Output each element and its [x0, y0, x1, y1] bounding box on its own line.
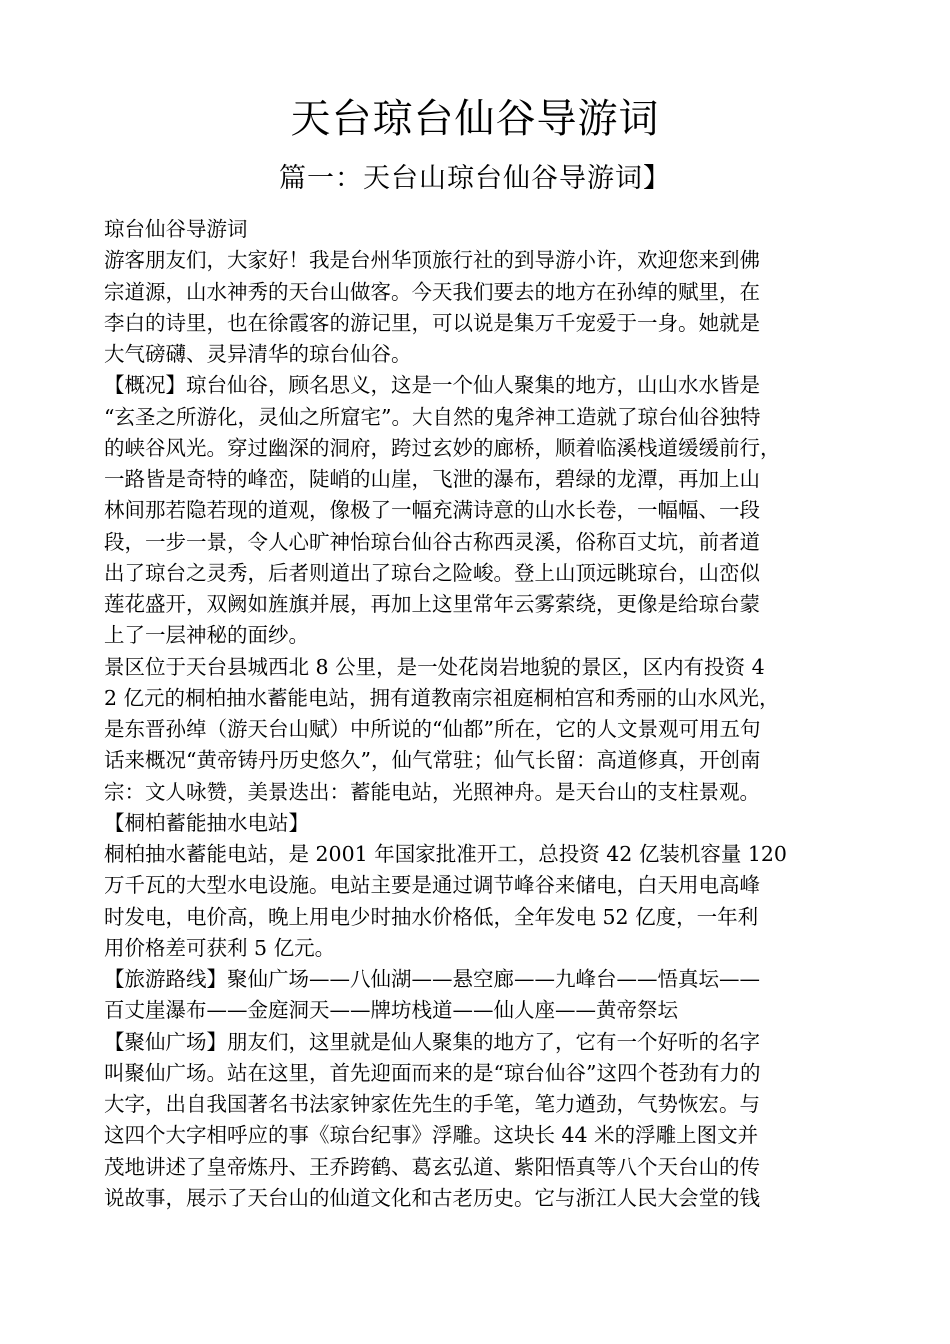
- body-line: 万千瓦的大型水电设施。电站主要是通过调节峰谷来储电，白天用电高峰: [104, 873, 760, 898]
- body-line: 叫聚仙广场。站在这里，首先迎面而来的是“琼台仙谷”这四个苍劲有力的: [104, 1060, 761, 1085]
- body-line: “玄圣之所游化，灵仙之所窟宅”。大自然的鬼斧神工造就了琼台仙谷独特: [104, 404, 761, 429]
- body-line: 这四个大字相呼应的事《琼台纪事》浮雕。这块长 44 米的浮雕上图文并: [104, 1123, 759, 1148]
- body-line: 时发电，电价高，晚上用电少时抽水价格低，全年发电 52 亿度，一年利: [104, 904, 759, 929]
- body-line: 的峡谷风光。穿过幽深的洞府，跨过玄妙的廊桥，顺着临溪栈道缓缓前行，: [104, 435, 781, 460]
- body-line: 景区位于天台县城西北 8 公里，是一处花岗岩地貌的景区，区内有投资 4: [104, 654, 765, 679]
- body-line: 林间那若隐若现的道观，像极了一幅充满诗意的山水长卷，一幅幅、一段: [104, 498, 760, 523]
- document-body: [104, 214, 864, 1214]
- body-line: 百丈崖瀑布——金庭洞天——牌坊栈道——仙人座——黄帝祭坛: [104, 998, 678, 1023]
- body-line: 桐柏抽水蓄能电站，是 2001 年国家批准开工，总投资 42 亿装机容量 120: [104, 842, 787, 866]
- body-line: 游客朋友们，大家好！我是台州华顶旅行社的到导游小许，欢迎您来到佛: [104, 248, 760, 273]
- body-line: 宗：文人咏赞，美景迭出：蓄能电站，光照神舟。是天台山的支柱景观。: [104, 779, 760, 804]
- body-line: 琼台仙谷导游词: [104, 217, 248, 241]
- body-line: 用价格差可获利 5 亿元。: [104, 935, 336, 960]
- body-line: 【旅游路线】聚仙广场——八仙湖——悬空廊——九峰台——悟真坛——: [104, 967, 760, 991]
- body-line: 上了一层神秘的面纱。: [104, 623, 309, 648]
- document-subtitle: 篇一：天台山琼台仙谷导游词】: [279, 163, 671, 194]
- body-line: 是东晋孙绰（游天台山赋）中所说的“仙都”所在，它的人文景观可用五句: [104, 717, 761, 741]
- body-line: 说故事，展示了天台山的仙道文化和古老历史。它与浙江人民大会堂的钱: [104, 1185, 760, 1210]
- body-line: 【概况】琼台仙谷，顾名思义，这是一个仙人聚集的地方，山山水水皆是: [104, 373, 760, 398]
- body-line: 【聚仙广场】朋友们，这里就是仙人聚集的地方了，它有一个好听的名字: [104, 1029, 760, 1054]
- body-line: 宗道源，山水神秀的天台山做客。今天我们要去的地方在孙绰的赋里，在: [104, 279, 760, 304]
- body-line: 大字，出自我国著名书法家钟家佐先生的手笔，笔力遒劲，气势恢宏。与: [104, 1092, 760, 1116]
- body-line: 一路皆是奇特的峰峦，陡峭的山崖，飞泄的瀑布，碧绿的龙潭，再加上山: [104, 467, 760, 491]
- body-line: 话来概况“黄帝铸丹历史悠久”，仙气常驻；仙气长留：高道修真，开创南: [104, 748, 761, 773]
- body-line: 段，一步一景，令人心旷神怡琼台仙谷古称西灵溪，俗称百丈坑，前者道: [104, 529, 760, 554]
- body-line: 茂地讲述了皇帝炼丹、王乔跨鹤、葛玄弘道、紫阳悟真等八个天台山的传: [104, 1154, 760, 1179]
- body-line: 2 亿元的桐柏抽水蓄能电站，拥有道教南宗祖庭桐柏宫和秀丽的山水风光，: [104, 685, 780, 710]
- body-line: 李白的诗里，也在徐霞客的游记里，可以说是集万千宠爱于一身。她就是: [104, 310, 760, 335]
- body-line: 莲花盛开，双阙如旌旗并展，再加上这里常年云雾萦绕，更像是给琼台蒙: [104, 592, 760, 616]
- document-title: 天台琼台仙谷导游词: [290, 96, 660, 142]
- body-line: 大气磅礴、灵异清华的琼台仙谷。: [104, 342, 412, 366]
- body-line: 出了琼台之灵秀，后者则道出了琼台之险峻。登上山顶远眺琼台，山峦似: [104, 560, 760, 585]
- body-line: 【桐柏蓄能抽水电站】: [104, 810, 309, 835]
